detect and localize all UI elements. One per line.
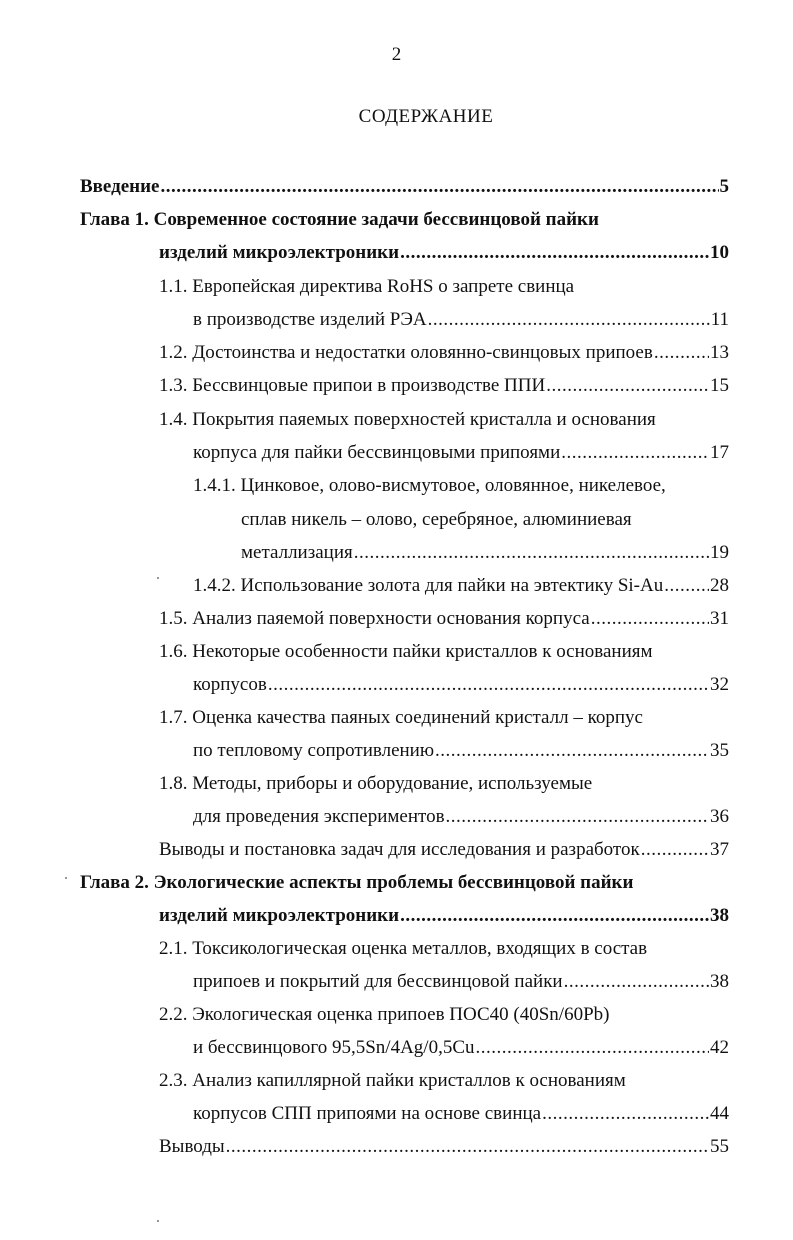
scan-speck	[157, 577, 159, 579]
scan-speck	[157, 1220, 159, 1222]
toc-entry-page: 35	[710, 740, 729, 761]
toc-entry-text: Глава 1. Современное состояние задачи бессвинцовой пайки	[80, 209, 599, 230]
toc-entry-2-2-cont	[193, 1037, 729, 1061]
toc-entry-text: 1.3. Бессвинцовые припои в производстве ППИ	[159, 375, 546, 396]
toc-entry-chapter-1	[80, 209, 729, 233]
toc-entry-1-1-cont	[193, 309, 729, 333]
toc-entry-text: припоев и покрытий для бессвинцовой пайки	[193, 971, 563, 992]
toc-entry-text: 1.5. Анализ паяемой поверхности основания корпуса	[159, 608, 590, 629]
page-number: 2	[391, 44, 402, 65]
dot-leader	[435, 740, 709, 762]
toc-entry-1-4	[159, 409, 729, 433]
dot-leader	[476, 1037, 709, 1059]
toc-entry-text: 1.7. Оценка качества паяных соединений кристалл – корпус	[159, 707, 643, 728]
toc-entry-text: 1.2. Достоинства и недостатки оловянно-свинцовых припоев	[159, 342, 653, 363]
toc-entry-1-6-cont	[193, 674, 729, 698]
toc-entry-page: 44	[710, 1103, 729, 1124]
toc-entry-introduction	[80, 176, 729, 200]
toc-entry-1-8-cont	[193, 806, 729, 830]
toc-entry-page: 32	[710, 674, 729, 695]
toc-entry-text: 1.4. Покрытия паяемых поверхностей кристалла и основания	[159, 409, 656, 430]
toc-entry-chapter-2	[80, 872, 729, 896]
toc-entry-text: Выводы и постановка задач для исследования и разработок	[159, 839, 640, 860]
toc-entry-chapter-2-cont	[159, 905, 729, 929]
toc-entry-text: для проведения экспериментов	[193, 806, 445, 827]
toc-entry-1-7-cont	[193, 740, 729, 764]
toc-entry-text: корпусов СПП припоями на основе свинца	[193, 1103, 542, 1124]
toc-entry-text: корпусов	[193, 674, 267, 695]
toc-entry-page: 13	[710, 342, 729, 363]
toc-entry-chapter-1-cont	[159, 242, 729, 266]
toc-entry-1-4-cont	[193, 442, 729, 466]
toc-entry-text: 2.1. Токсикологическая оценка металлов, входящих в состав	[159, 938, 648, 959]
toc-entry-1-7	[159, 707, 729, 731]
toc-entry-text: изделий микроэлектроники	[159, 905, 400, 926]
dot-leader	[564, 971, 709, 993]
toc-entry-1-8	[159, 773, 729, 797]
toc-entry-1-1	[159, 276, 729, 300]
toc-entry-page: 38	[710, 971, 729, 992]
toc-entry-text: в производстве изделий РЭА	[193, 309, 427, 330]
toc-entry-2-2	[159, 1004, 729, 1028]
dot-leader	[428, 309, 710, 331]
toc-entry-text: Глава 2. Экологические аспекты проблемы бессвинцовой пайки	[80, 872, 634, 893]
dot-leader	[591, 608, 709, 630]
dot-leader	[542, 1103, 709, 1125]
toc-entry-page: 28	[710, 575, 729, 596]
toc-entry-text: 1.6. Некоторые особенности пайки кристаллов к основаниям	[159, 641, 653, 662]
dot-leader	[268, 674, 709, 696]
toc-entry-text: 2.3. Анализ капиллярной пайки кристаллов к основаниям	[159, 1070, 626, 1091]
toc-entry-page: 55	[710, 1136, 729, 1157]
toc-entry-text: корпуса для пайки бессвинцовыми припоями	[193, 442, 561, 463]
toc-entry-1-3	[159, 375, 729, 399]
toc-entry-text: Выводы	[159, 1136, 225, 1157]
dot-leader	[654, 342, 709, 364]
toc-entry-1-4-1-cont2	[241, 542, 729, 566]
toc-entry-text: 1.4.1. Цинковое, олово-висмутовое, оловянное, никелевое,	[193, 475, 666, 496]
toc-entry-page: 19	[710, 542, 729, 563]
dot-leader	[161, 176, 719, 198]
toc-entry-text: изделий микроэлектроники	[159, 242, 400, 263]
dot-leader	[561, 442, 709, 464]
toc-entry-page: 38	[710, 905, 729, 926]
toc-entry-page: 15	[710, 375, 729, 396]
toc-entry-text: сплав никель – олово, серебряное, алюминиевая	[241, 509, 632, 530]
dot-leader	[641, 839, 709, 861]
toc-entry-page: 5	[719, 176, 729, 197]
toc-entry-2-1-cont	[193, 971, 729, 995]
toc-entry-2-3	[159, 1070, 729, 1094]
toc-title: СОДЕРЖАНИЕ	[358, 106, 494, 127]
toc-entry-text: Введение	[80, 176, 160, 197]
toc-entry-conclusions-2	[159, 1136, 729, 1160]
toc-entry-1-5	[159, 608, 729, 632]
toc-entry-1-4-1	[193, 475, 729, 499]
toc-entry-1-6	[159, 641, 729, 665]
dot-leader	[400, 242, 709, 264]
toc-entry-1-4-1-cont	[241, 509, 729, 533]
dot-leader	[546, 375, 709, 397]
toc-entry-text: 1.4.2. Использование золота для пайки на эвтектику Si-Au	[193, 575, 664, 596]
toc-entry-page: 11	[710, 309, 729, 330]
toc-entry-1-4-2	[193, 575, 729, 599]
dot-leader	[400, 905, 709, 927]
scan-speck	[65, 877, 67, 879]
toc-entry-text: по тепловому сопротивлению	[193, 740, 435, 761]
dot-leader	[226, 1136, 709, 1158]
toc-entry-text: металлизация	[241, 542, 353, 563]
toc-entry-page: 31	[710, 608, 729, 629]
toc-entry-2-1	[159, 938, 729, 962]
dot-leader	[354, 542, 709, 564]
toc-entry-page: 10	[710, 242, 729, 263]
toc-entry-page: 36	[710, 806, 729, 827]
toc-entry-conclusions-1	[159, 839, 729, 863]
toc-entry-text: и бессвинцового 95,5Sn/4Ag/0,5Cu	[193, 1037, 475, 1058]
toc-entry-text: 1.8. Методы, приборы и оборудование, используемые	[159, 773, 593, 794]
toc-entry-text: 2.2. Экологическая оценка припоев ПОС40 (40Sn/60Pb)	[159, 1004, 610, 1025]
dot-leader	[664, 575, 709, 597]
dot-leader	[446, 806, 709, 828]
toc-entry-1-2	[159, 342, 729, 366]
toc-entry-text: 1.1. Европейская директива RoHS о запрете свинца	[159, 276, 575, 297]
toc-entry-page: 42	[710, 1037, 729, 1058]
toc-entry-page: 37	[710, 839, 729, 860]
toc-entry-2-3-cont	[193, 1103, 729, 1127]
toc-entry-page: 17	[710, 442, 729, 463]
